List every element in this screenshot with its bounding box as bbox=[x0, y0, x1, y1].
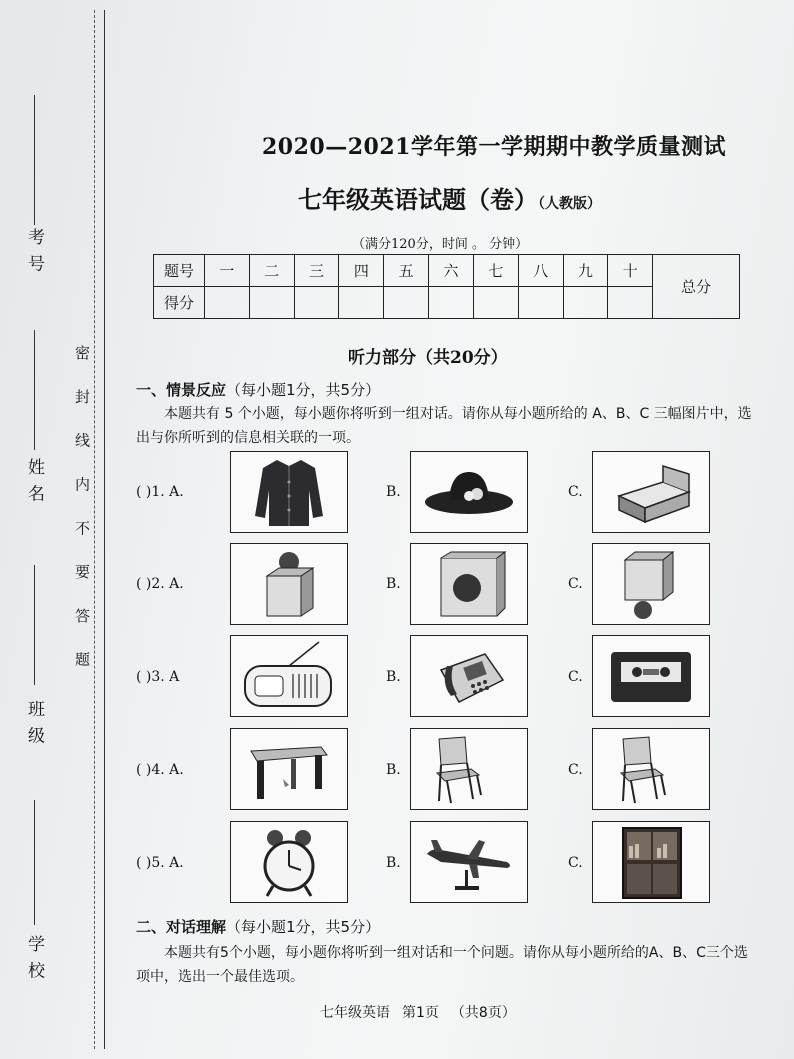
col-7: 七 bbox=[473, 255, 518, 287]
col-3: 三 bbox=[294, 255, 339, 287]
score-cell[interactable] bbox=[205, 287, 250, 319]
ball-on-box-icon bbox=[231, 544, 347, 624]
col-10: 十 bbox=[608, 255, 653, 287]
q4-option-b-picture[interactable] bbox=[410, 728, 528, 810]
school-blank bbox=[34, 800, 35, 925]
ball-in-box-icon bbox=[411, 544, 527, 624]
seal-line-notice: 密 封 线 内 不 要 答 题 bbox=[73, 345, 91, 679]
footer-subject: 七年级英语 bbox=[320, 1005, 390, 1021]
score-info: （满分120分，时间 。 分钟） bbox=[352, 237, 529, 252]
q3-option-c-label: C. bbox=[568, 669, 583, 685]
q2-option-c-label: C. bbox=[568, 576, 583, 592]
airplane-icon bbox=[411, 822, 527, 902]
col-2: 二 bbox=[249, 255, 294, 287]
q4-option-a-picture[interactable] bbox=[230, 728, 348, 810]
cassette-icon bbox=[593, 636, 709, 716]
jacket-icon bbox=[231, 452, 347, 532]
name-label: 姓 名 bbox=[24, 458, 44, 504]
score-cell[interactable] bbox=[473, 287, 518, 319]
page-footer bbox=[320, 1002, 528, 1022]
hat-icon bbox=[411, 452, 527, 532]
question-1-label[interactable]: ( )1. A. bbox=[136, 484, 184, 500]
part1-title bbox=[136, 379, 380, 400]
score-cell[interactable] bbox=[339, 287, 384, 319]
subtitle-text: 七年级英语试题（卷） bbox=[298, 185, 538, 214]
exam-subtitle bbox=[298, 180, 601, 215]
binding-dashed-line bbox=[94, 10, 95, 1049]
part2-title bbox=[136, 916, 380, 937]
q2-option-a-picture[interactable] bbox=[230, 543, 348, 625]
q4-option-b-label: B. bbox=[386, 762, 401, 778]
score-cell[interactable] bbox=[249, 287, 294, 319]
footer-page: 第1页 bbox=[402, 1005, 439, 1021]
question-4-label[interactable]: ( )4. A. bbox=[136, 762, 184, 778]
score-cell[interactable] bbox=[384, 287, 429, 319]
class-label: 班 级 bbox=[24, 700, 44, 746]
part2-instruction-text: 本题共有5个小题，每小题你将听到一组对话和一个问题。请你从每小题所给的A、B、C三个选项中，选出一个最佳选项。 bbox=[136, 945, 748, 985]
binding-solid-line bbox=[104, 10, 105, 1049]
radio-icon bbox=[231, 636, 347, 716]
class-blank bbox=[34, 565, 35, 685]
q5-option-b-label: B. bbox=[386, 855, 401, 871]
total-label: 总分 bbox=[653, 255, 740, 319]
exam-title: 2020—2021学年第一学期期中教学质量测试 bbox=[262, 134, 726, 160]
part1-instruction bbox=[136, 402, 756, 450]
score-value-row bbox=[154, 287, 740, 319]
q2-option-b-picture[interactable] bbox=[410, 543, 528, 625]
q2-option-c-picture[interactable] bbox=[592, 543, 710, 625]
footer-total: （共8页） bbox=[450, 1005, 516, 1021]
alarm-clock-icon bbox=[231, 822, 347, 902]
q1-option-b-label: B. bbox=[386, 484, 401, 500]
score-cell[interactable] bbox=[294, 287, 339, 319]
q4-option-c-label: C. bbox=[568, 762, 583, 778]
school-label: 学 校 bbox=[24, 935, 44, 981]
col-6: 六 bbox=[429, 255, 474, 287]
q5-option-b-picture[interactable] bbox=[410, 821, 528, 903]
part2-instruction bbox=[136, 941, 756, 989]
name-blank bbox=[34, 330, 35, 450]
exam-no-label: 考 号 bbox=[24, 228, 44, 274]
score-cell[interactable] bbox=[518, 287, 563, 319]
score-header-row bbox=[154, 255, 740, 287]
bed-icon bbox=[593, 452, 709, 532]
row-label: 得分 bbox=[154, 287, 205, 319]
part2-note: （每小题1分，共5分） bbox=[226, 918, 381, 936]
q1-option-c-picture[interactable] bbox=[592, 451, 710, 533]
col-4: 四 bbox=[339, 255, 384, 287]
q1-option-b-picture[interactable] bbox=[410, 451, 528, 533]
q1-option-a-picture[interactable] bbox=[230, 451, 348, 533]
question-5-label[interactable]: ( )5. A. bbox=[136, 855, 184, 871]
q3-option-c-picture[interactable] bbox=[592, 635, 710, 717]
q3-option-b-picture[interactable] bbox=[410, 635, 528, 717]
part1-instruction-text: 本题共有 5 个小题，每小题你将听到一组对话。请你从每小题所给的 A、B、C 三幅图片中，选出与你所听到的信息相关联的一项。 bbox=[136, 406, 752, 446]
score-cell[interactable] bbox=[429, 287, 474, 319]
question-3-label[interactable]: ( )3. A bbox=[136, 669, 180, 685]
telephone-icon bbox=[411, 636, 527, 716]
score-table bbox=[153, 254, 740, 319]
row-label: 题号 bbox=[154, 255, 205, 287]
q5-option-a-picture[interactable] bbox=[230, 821, 348, 903]
q2-option-b-label: B. bbox=[386, 576, 401, 592]
chair-icon bbox=[593, 729, 709, 809]
q5-option-c-picture[interactable] bbox=[592, 821, 710, 903]
bookcase-icon bbox=[593, 822, 709, 902]
q4-option-c-picture[interactable] bbox=[592, 728, 710, 810]
q1-option-c-label: C. bbox=[568, 484, 583, 500]
q5-option-c-label: C. bbox=[568, 855, 583, 871]
ball-under-box-icon bbox=[593, 544, 709, 624]
col-5: 五 bbox=[384, 255, 429, 287]
exam-no-blank bbox=[34, 95, 35, 225]
score-cell[interactable] bbox=[608, 287, 653, 319]
table-icon bbox=[231, 729, 347, 809]
edition-label: （人教版） bbox=[538, 196, 601, 212]
part1-note: （每小题1分，共5分） bbox=[226, 381, 381, 399]
score-cell[interactable] bbox=[563, 287, 608, 319]
chair-icon bbox=[411, 729, 527, 809]
part2-title-text: 二、对话理解 bbox=[136, 918, 227, 936]
q3-option-b-label: B. bbox=[386, 669, 401, 685]
listening-heading: 听力部分（共20分） bbox=[348, 348, 508, 368]
q3-option-a-picture[interactable] bbox=[230, 635, 348, 717]
col-8: 八 bbox=[518, 255, 563, 287]
part1-title-text: 一、情景反应 bbox=[136, 381, 227, 399]
question-2-label[interactable]: ( )2. A. bbox=[136, 576, 184, 592]
col-1: 一 bbox=[205, 255, 250, 287]
col-9: 九 bbox=[563, 255, 608, 287]
